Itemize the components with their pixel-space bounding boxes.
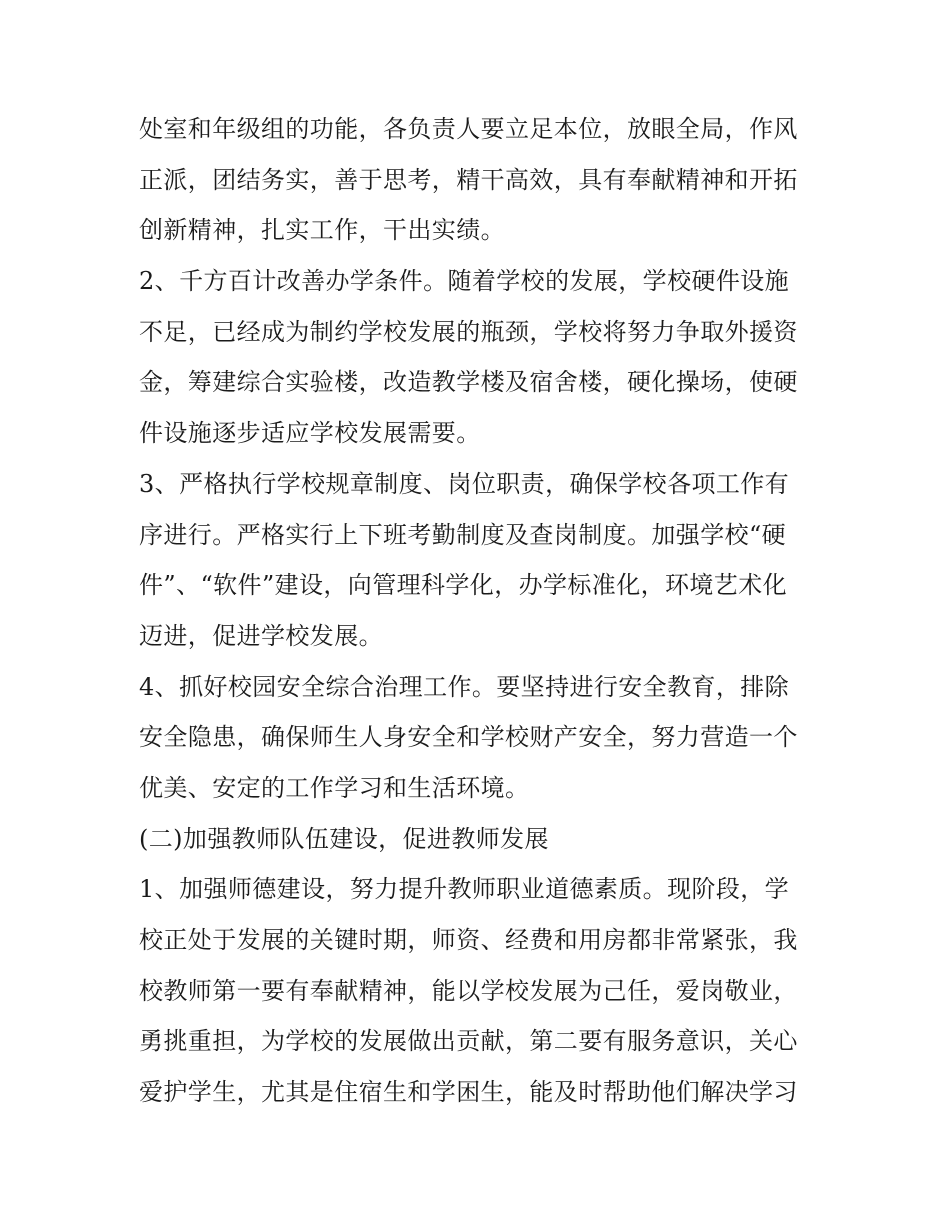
text-line: 不足，已经成为制约学校发展的瓶颈，学校将努力争取外援资 bbox=[139, 317, 798, 346]
text-line: 校教师第一要有奉献精神，能以学校发展为己任，爱岗敬业， bbox=[139, 976, 798, 1005]
text-line: 1、加强师德建设，努力提升教师职业道德素质。现阶段，学 bbox=[139, 875, 790, 904]
text-line: 件设施逐步适应学校发展需要。 bbox=[139, 419, 481, 448]
text-line: 正派，团结务实，善于思考，精干高效，具有奉献精神和开拓 bbox=[139, 165, 798, 194]
text-line: 4、抓好校园安全综合治理工作。要坚持进行安全教育，排除 bbox=[139, 672, 790, 701]
text-line: 安全隐患，确保师生人身安全和学校财产安全，努力营造一个 bbox=[139, 723, 798, 752]
section-heading: (二)加强教师队伍建设，促进教师发展 bbox=[139, 824, 549, 853]
text-line: 件”、“软件”建设，向管理科学化，办学标准化，环境艺术化 bbox=[139, 571, 788, 600]
text-line: 迈进，促进学校发展。 bbox=[139, 621, 383, 650]
text-line: 爱护学生，尤其是住宿生和学困生，能及时帮助他们解决学习 bbox=[139, 1078, 798, 1107]
text-line: 创新精神，扎实工作，干出实绩。 bbox=[139, 216, 505, 245]
text-line: 校正处于发展的关键时期，师资、经费和用房都非常紧张，我 bbox=[139, 926, 798, 954]
text-line: 2、千方百计改善办学条件。随着学校的发展，学校硬件设施 bbox=[139, 267, 790, 296]
text-line: 勇挑重担，为学校的发展做出贡献，第二要有服务意识，关心 bbox=[139, 1027, 798, 1056]
document-body bbox=[139, 104, 819, 1118]
text-line: 优美、安定的工作学习和生活环境。 bbox=[139, 773, 530, 802]
text-line: 3、严格执行学校规章制度、岗位职责，确保学校各项工作有 bbox=[139, 469, 790, 498]
text-line: 处室和年级组的功能，各负责人要立足本位，放眼全局，作风 bbox=[139, 115, 798, 143]
text-line: 序进行。严格实行上下班考勤制度及查岗制度。加强学校“硬 bbox=[139, 520, 787, 549]
text-line: 金，筹建综合实验楼，改造教学楼及宿舍楼，硬化操场，使硬 bbox=[139, 368, 798, 397]
